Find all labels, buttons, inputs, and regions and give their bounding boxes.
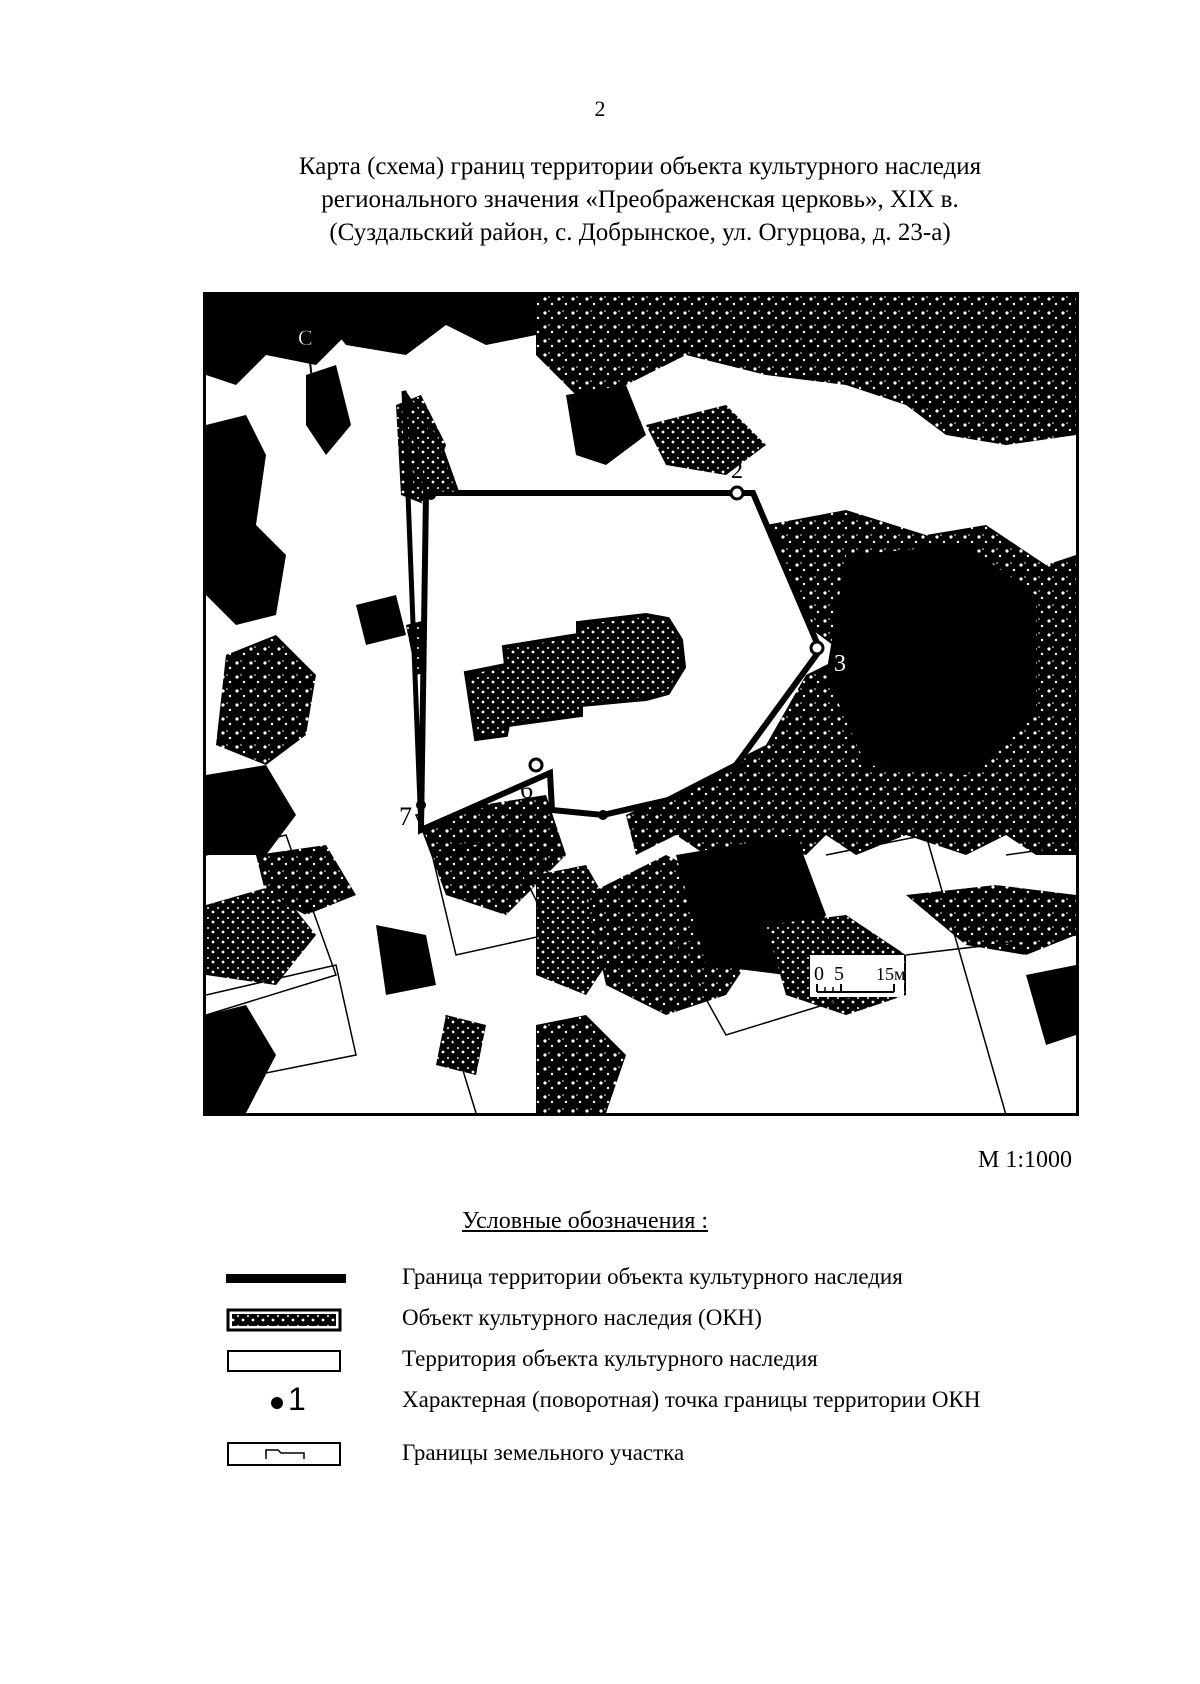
boundary-point-3 [811, 642, 823, 654]
boundary-point-5 [547, 838, 557, 848]
legend-title: Условные обозначения : [462, 1208, 709, 1234]
legend-symbol-heritage-object [226, 1303, 346, 1337]
scale-bar-zero: 0 [814, 963, 824, 985]
legend-label-territory: Территория объекта культурного наследия [402, 1346, 818, 1371]
boundary-point-label-6: 6 [520, 775, 533, 804]
boundary-point-label-1: 1 [406, 467, 418, 493]
boundary-point-6 [530, 759, 542, 771]
legend-row-land-plot [226, 1438, 1126, 1472]
legend-point-dot-icon [271, 1397, 283, 1409]
legend-label-land-plot: Границы земельного участка [402, 1440, 685, 1465]
map-scale: М 1:1000 [977, 1147, 1072, 1173]
north-label: С [298, 325, 313, 350]
boundary-point-label-4: 4 [608, 823, 619, 848]
legend-row-point [226, 1381, 1126, 1419]
title-line-1: Карта (схема) границ территории объекта культурного наследия [298, 153, 982, 180]
boundary-point-1 [426, 490, 436, 500]
boundary-point-2 [731, 487, 743, 499]
boundary-point-label-3: 3 [834, 651, 846, 677]
title-line-2: регионального значения «Преображенская церковь», XIX в. [321, 186, 959, 213]
scale-bar-end: 15м [876, 964, 906, 984]
legend-point-number: 1 [288, 1381, 306, 1417]
map-title [200, 150, 1080, 249]
legend-symbol-territory [226, 1344, 346, 1378]
legend-row-heritage-object [226, 1303, 1126, 1337]
aerial-map [203, 292, 1079, 1116]
legend-row-territory [226, 1344, 1126, 1378]
boundary-point-label-5: 5 [542, 849, 553, 874]
legend-label-point: Характерная (поворотная) точка границы территории ОКН [402, 1387, 981, 1412]
legend-row-boundary [226, 1262, 1126, 1296]
legend-symbol-land-plot [226, 1438, 346, 1472]
legend-symbol-boundary-line [226, 1262, 346, 1296]
map-svg [206, 295, 1076, 1113]
boundary-point-label-2: 2 [731, 458, 743, 484]
map-scale-bar [810, 955, 905, 997]
boundary-point-label-7: 7 [399, 802, 412, 831]
page-number: 2 [594, 96, 606, 121]
title-line-3: (Суздальский район, с. Добрынское, ул. Огурцова, д. 23-а) [329, 219, 951, 246]
legend-symbol-point [226, 1381, 346, 1419]
scale-bar-mid: 5 [834, 963, 844, 985]
legend-label-boundary: Граница территории объекта культурного наследия [402, 1264, 903, 1289]
boundary-point-4 [598, 810, 608, 820]
boundary-point-7 [416, 800, 426, 810]
legend-label-heritage-object: Объект культурного наследия (ОКН) [402, 1305, 762, 1330]
